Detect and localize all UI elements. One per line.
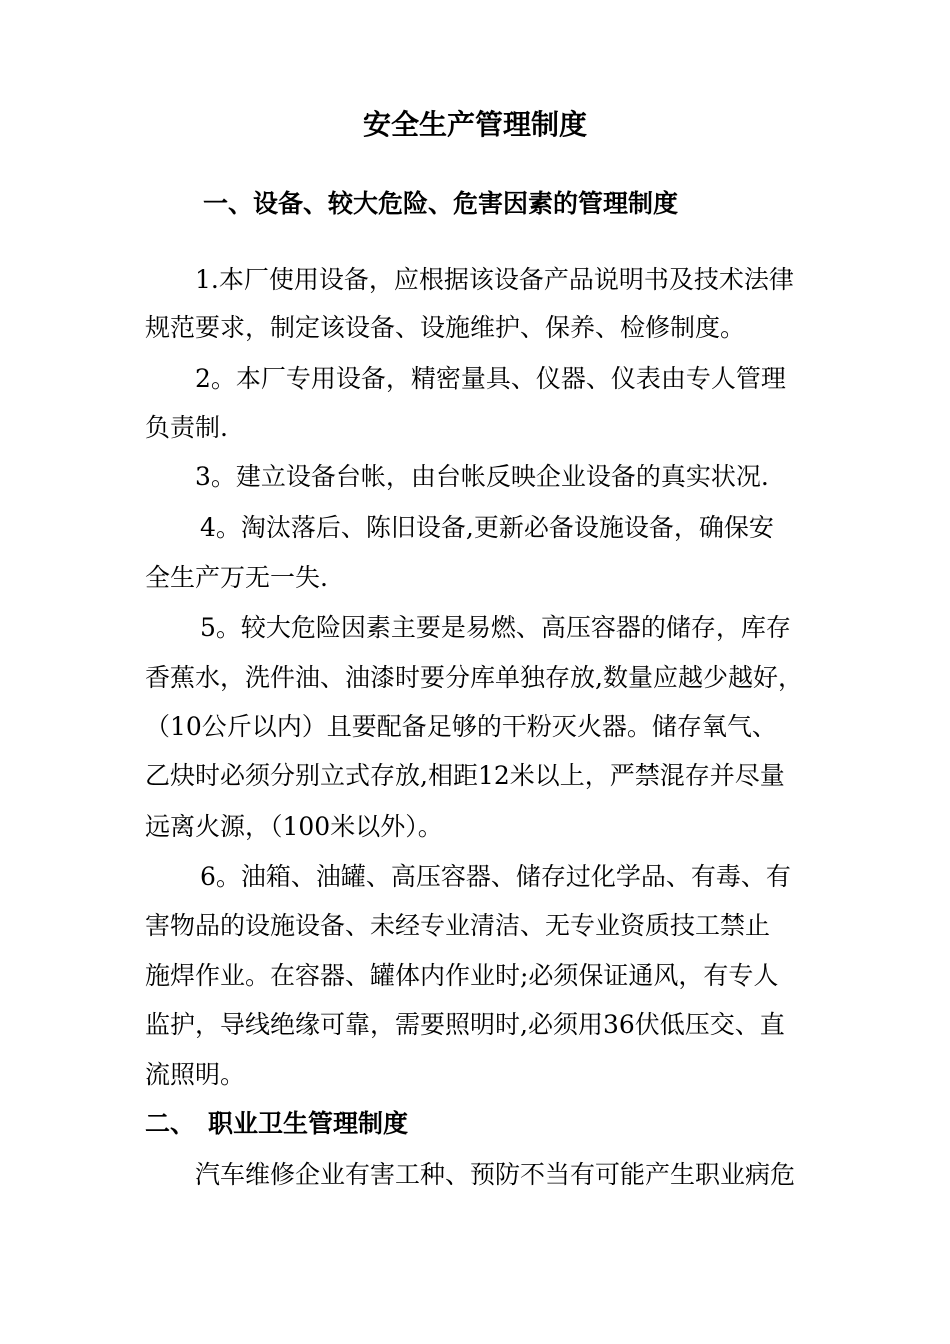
paragraph-line: 监护，导线绝缘可靠，需要照明时,必须用36伏低压交、直 [145, 1010, 785, 1039]
document-title: 安全生产管理制度 [362, 108, 587, 141]
paragraph-line: 香蕉水，洗件油、油漆时要分库单独存放,数量应越少越好， [145, 663, 803, 692]
paragraph-line: 3。建立设备台帐，由台帐反映企业设备的真实状况. [195, 462, 769, 491]
paragraph-line: 全生产万无一失. [145, 563, 328, 592]
paragraph-line: 流照明。 [145, 1060, 246, 1089]
paragraph-line: （10公斤以内）且要配备足够的干粉灭火器。储存氧气、 [145, 712, 777, 741]
paragraph-line: 负责制. [145, 413, 228, 442]
section-2-number: 二、 [145, 1109, 196, 1138]
paragraph-line: 2。本厂专用设备，精密量具、仪器、仪表由专人管理 [195, 364, 786, 393]
paragraph-line: 4。淘汰落后、陈旧设备,更新必备设施设备，确保安 [200, 513, 774, 542]
paragraph-line: 汽车维修企业有害工种、预防不当有可能产生职业病危 [195, 1160, 796, 1189]
section-2-title: 职业卫生管理制度 [208, 1109, 409, 1138]
section-1-heading: 一、设备、较大危险、危害因素的管理制度 [203, 189, 679, 218]
paragraph-line: 乙炔时必须分别立式存放,相距12米以上，严禁混存并尽量 [145, 761, 785, 790]
paragraph-line: 1.本厂使用设备，应根据该设备产品说明书及技术法律 [195, 265, 794, 294]
paragraph-line: 6。油箱、油罐、高压容器、储存过化学品、有毒、有 [200, 862, 791, 891]
paragraph-line: 规范要求，制定该设备、设施维护、保养、检修制度。 [145, 313, 746, 342]
section-2-heading [145, 1108, 408, 1140]
paragraph-line: 施焊作业。在容器、罐体内作业时;必须保证通风，有专人 [145, 961, 779, 990]
paragraph-line: 远离火源，（100米以外）。 [145, 812, 443, 841]
paragraph-line: 5。较大危险因素主要是易燃、高压容器的储存，库存 [200, 613, 791, 642]
paragraph-line: 害物品的设施设备、未经专业清洁、无专业资质技工禁止 [145, 911, 771, 940]
